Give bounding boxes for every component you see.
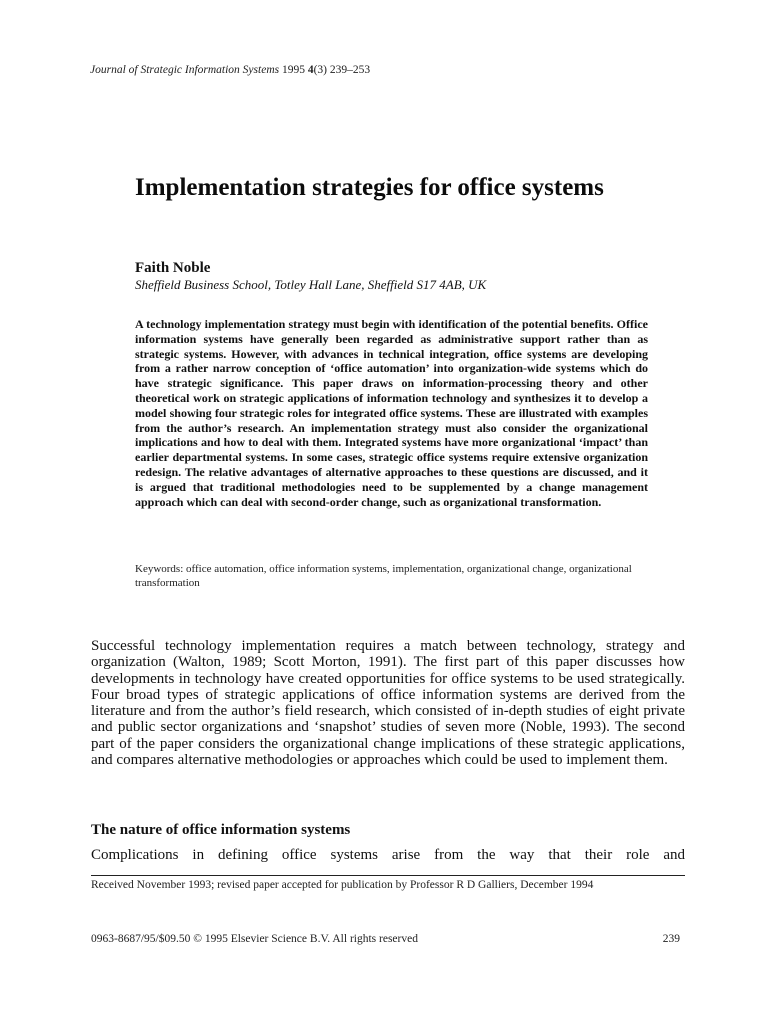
keywords: Keywords: office automation, office information systems, implementation, organizational change, organizational transformation [135,563,632,589]
intro-paragraph: Successful technology implementation requires a match between technology, strategy and organization (Walton, 1989; Scott Morton, 1991). The first part of this paper discusses how developments in technology have created opportunities for office systems to be used strategically. Four broad types of strategic applications of office information systems are derived from the literature and from the author’s field research, which consisted of in-depth studies of eight private and public sector organizations and ‘snapshot’ studies of seven more (Noble, 1993). The second part of the paper considers the organizational change implications of these strategic applications, and compares alternative methodologies or approaches which could be used to implement them. [91,638,685,769]
article-title: Implementation strategies for office systems [135,174,604,201]
section-first-line: Complications in defining office systems arise from the way that their role and [91,847,685,863]
journal-year: 1995 [281,64,305,76]
section-heading: The nature of office information systems [91,822,351,838]
copyright-line: 0963-8687/95/$09.50 © 1995 Elsevier Science B.V. All rights reserved [91,933,418,945]
page-number: 239 [662,933,680,945]
journal-volume: 4 [307,64,314,76]
author-name: Faith Noble [135,260,211,276]
journal-name: Journal of Strategic Information Systems [90,64,280,76]
journal-citation [90,64,370,76]
journal-pages: 239–253 [329,64,371,76]
received-footnote: Received November 1993; revised paper accepted for publication by Professor R D Galliers, December 1994 [91,879,594,891]
journal-issue: (3) [313,64,328,76]
abstract: A technology implementation strategy must begin with identification of the potential benefits. Office information systems have generally been regarded as administrative support rather than as strategic systems. However, with advances in technical integration, office systems are developing from a rather narrow conception of ‘office automation’ into organization-wide systems which do have strategic significance. This paper draws on information-processing theory and other theoretical work on strategic applications of information technology and synthesizes it to develop a model showing four strategic roles for integrated office systems. These are illustrated with examples from the author’s research. An implementation strategy must also consider the organizational implications and how to deal with them. Integrated systems have more organizational ‘impact’ than earlier departmental systems. In some cases, strategic office systems require extensive organization redesign. The relative advantages of alternative approaches to these questions are discussed, and it is argued that traditional methodologies need to be supplemented by a change management approach which can deal with second-order change, such as organizational transformation. [135,317,648,509]
author-affiliation: Sheffield Business School, Totley Hall Lane, Sheffield S17 4AB, UK [135,277,487,292]
footnote-divider [91,875,685,876]
